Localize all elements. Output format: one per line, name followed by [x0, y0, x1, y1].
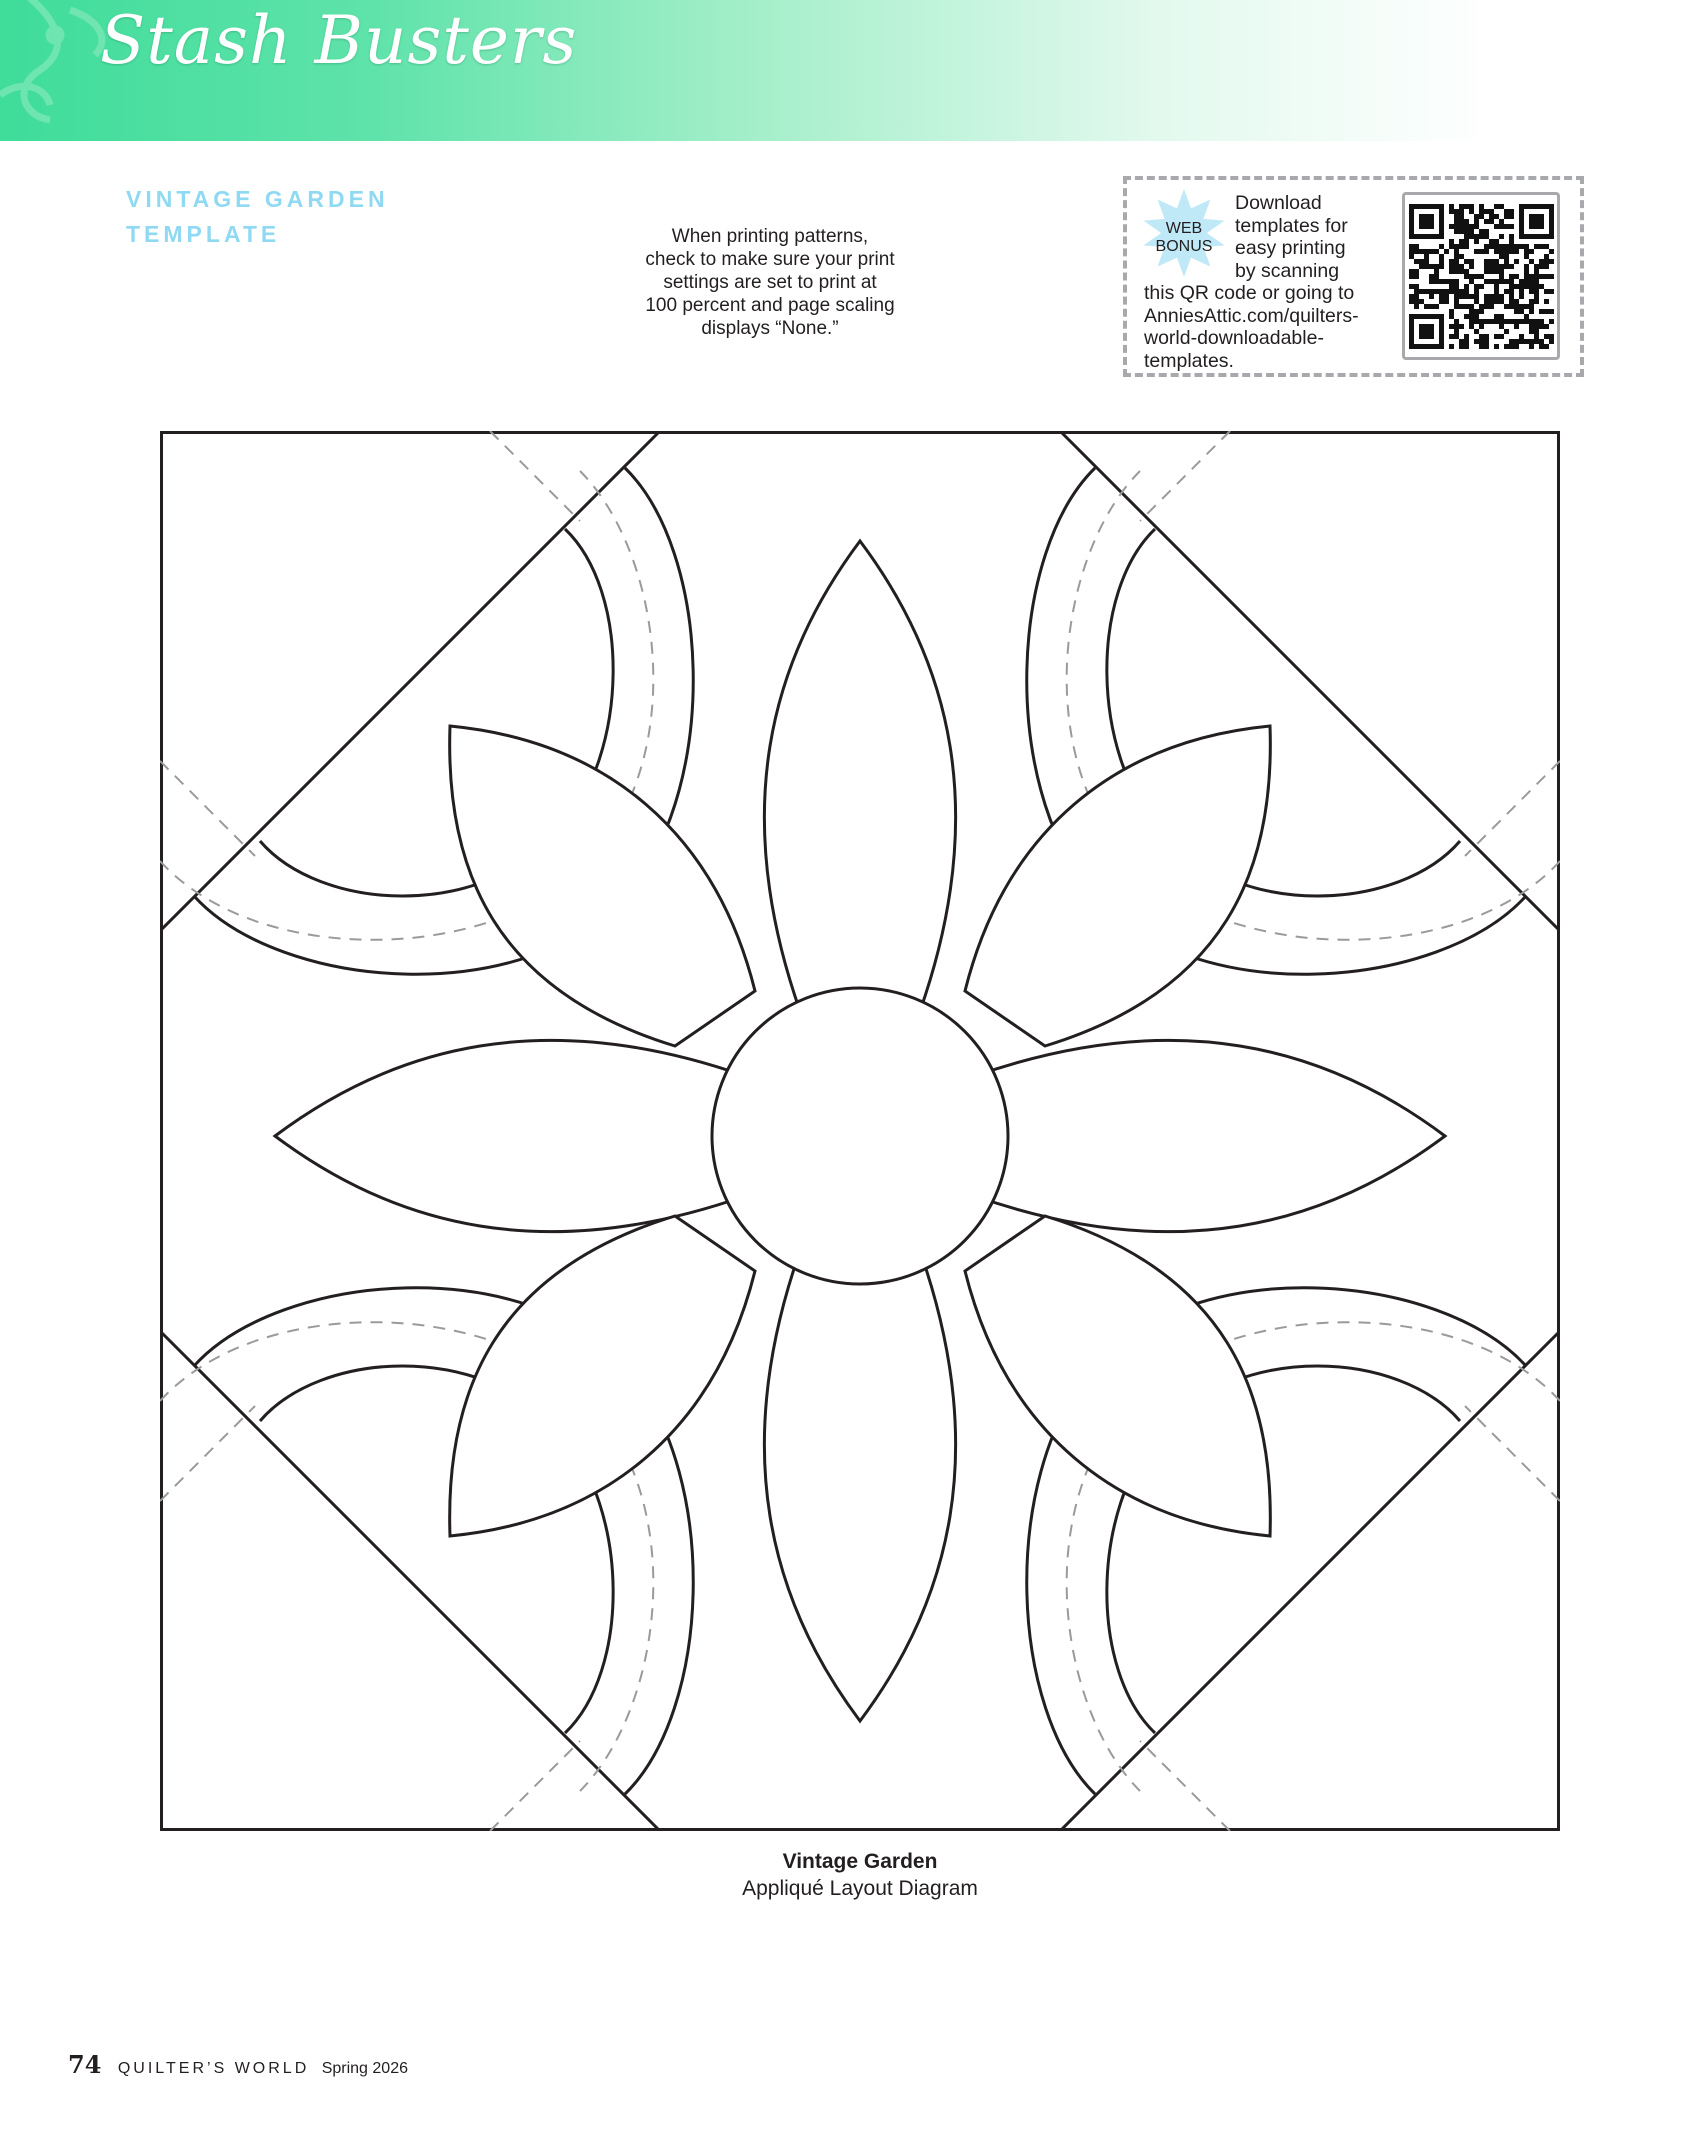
magazine-name: QUILTER’S WORLD	[117, 2060, 310, 2077]
bonus-text-line: by scanning	[1235, 259, 1340, 282]
bonus-text-line: templates.	[1144, 349, 1234, 372]
diagram-caption	[560, 1848, 1160, 1902]
diagram-title: Vintage Garden	[782, 1850, 938, 1873]
qr-finder-square	[1412, 317, 1442, 347]
page-footer	[68, 2050, 408, 2079]
section-title: Stash Busters	[100, 2, 578, 79]
print-note-line: 100 percent and page scaling	[645, 295, 895, 316]
diagram-subtitle: Appliqué Layout Diagram	[742, 1877, 978, 1900]
bonus-text-line: templates for	[1235, 214, 1348, 237]
web-bonus-box	[1123, 176, 1584, 377]
petal-northwest	[450, 726, 755, 1046]
print-settings-note	[620, 225, 920, 340]
dashed-guide	[1140, 431, 1230, 521]
template-heading	[126, 182, 389, 252]
issue-date: Spring 2026	[321, 2060, 408, 2077]
header-band	[0, 0, 1700, 141]
bonus-text-line: this QR code or going to	[1144, 282, 1355, 304]
web-bonus-link-text[interactable]	[1144, 282, 1404, 372]
qr-code-icon[interactable]	[1402, 192, 1560, 360]
bonus-text-line: Download	[1235, 192, 1322, 214]
petal-south	[764, 1251, 955, 1721]
web-bonus-badge-text	[1140, 220, 1228, 256]
petal-north	[764, 541, 955, 1011]
petal-northeast	[965, 726, 1270, 1046]
web-bonus-text	[1235, 192, 1395, 282]
print-note-line: When printing patterns,	[671, 226, 869, 247]
badge-line: BONUS	[1155, 238, 1213, 255]
bonus-text-line: world-downloadable-	[1144, 327, 1324, 349]
badge-line: WEB	[1165, 220, 1203, 237]
petal-west	[275, 1040, 745, 1231]
template-heading-line: TEMPLATE	[126, 221, 281, 247]
qr-finder-square	[1412, 207, 1442, 237]
petal-southeast	[965, 1216, 1270, 1536]
dashed-guide	[490, 431, 580, 521]
print-note-line: check to make sure your print	[645, 249, 895, 270]
petal-east	[975, 1040, 1445, 1231]
dashed-guide	[490, 1741, 580, 1831]
dashed-guide	[1465, 1406, 1560, 1501]
dashed-guide	[1465, 761, 1560, 856]
dashed-guide	[160, 1406, 255, 1501]
flower-center	[712, 988, 1008, 1284]
dashed-guide	[1140, 1741, 1230, 1831]
dashed-guide	[160, 761, 255, 856]
bonus-text-line: easy printing	[1235, 237, 1346, 259]
qr-finder-square	[1522, 207, 1552, 237]
page-number: 74	[68, 2050, 102, 2079]
print-note-line: settings are set to print at	[663, 272, 877, 293]
petal-southwest	[450, 1216, 755, 1536]
template-heading-line: VINTAGE GARDEN	[126, 186, 389, 212]
print-note-line: displays “None.”	[701, 318, 839, 339]
applique-layout-diagram	[160, 431, 1560, 1831]
bonus-text-line: AnniesAttic.com/quilters-	[1144, 304, 1359, 327]
